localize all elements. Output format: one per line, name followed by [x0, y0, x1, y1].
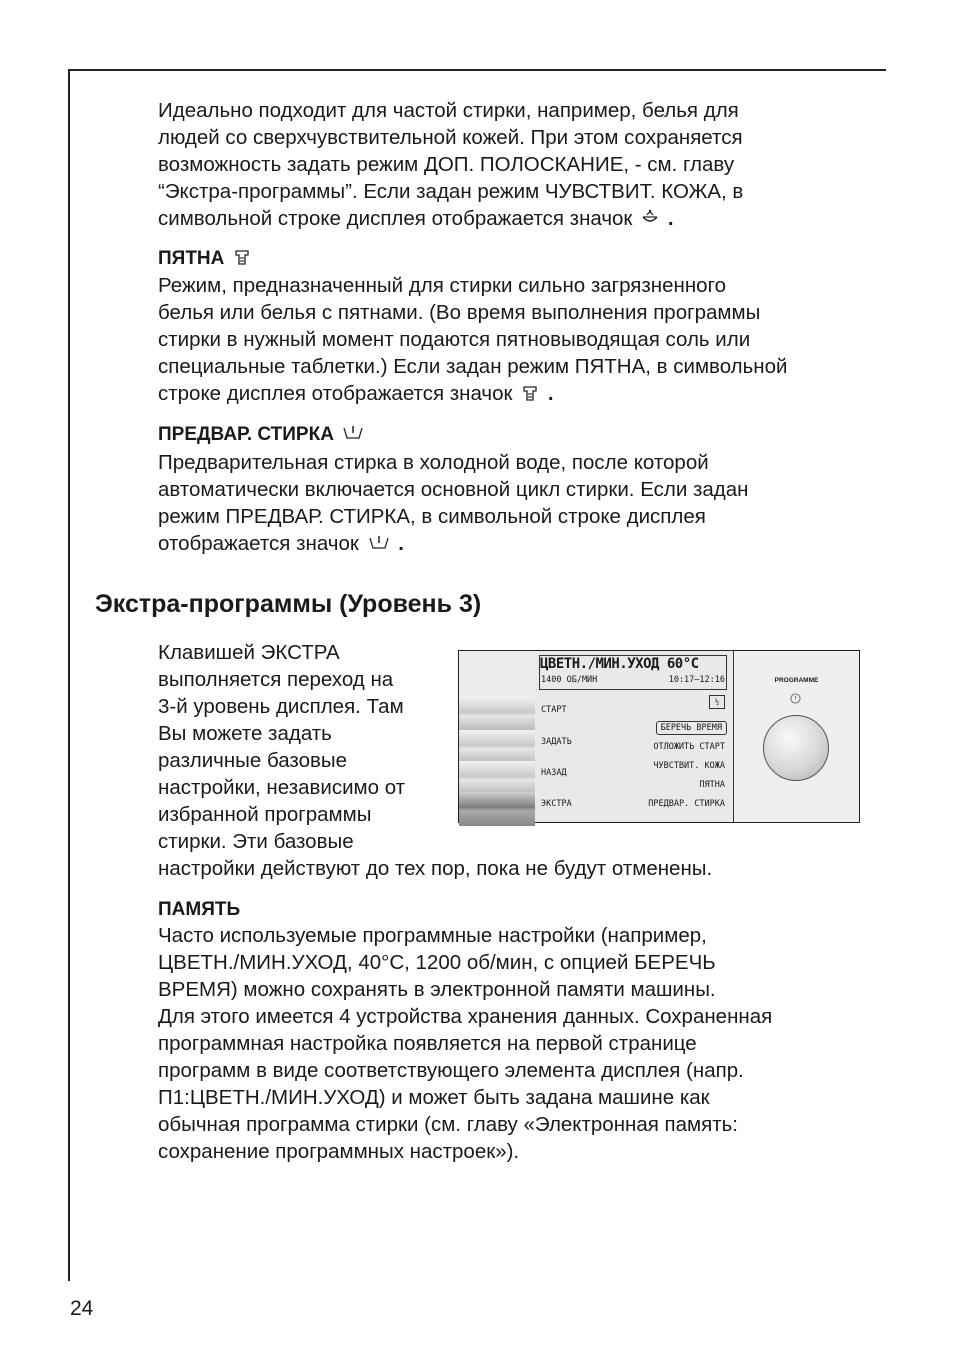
- lcd-label-extra: ЭКСТРА: [541, 799, 572, 809]
- memory-line: Для этого имеется 4 устройства хранения данных. Сохраненная: [158, 1005, 773, 1028]
- lcd-spin-speed: 1400 ОБ/МИН: [541, 675, 598, 685]
- memory-heading: ПАМЯТЬ: [158, 899, 241, 920]
- memory-line: ЦВЕТН./МИН.УХОД, 40°C, 1200 об/мин, с опцией БЕРЕЧЬ: [158, 951, 716, 974]
- prewash-heading: ПРЕДВАР. СТИРКА: [158, 423, 367, 447]
- lcd-time-range: 10:17–12:16: [668, 675, 725, 685]
- memory-line: ВРЕМЯ) можно сохранять в электронной памяти машины.: [158, 978, 716, 1001]
- prewash-line: отображается значок .: [158, 532, 404, 555]
- sensitive-skin-icon: [640, 208, 660, 228]
- left-rule: [68, 69, 70, 1281]
- intro-line: людей со сверхчувствительной кожей. При этом сохраняется: [158, 126, 743, 149]
- lcd-program-title: ЦВЕТН./МИН.УХОД 60°C: [540, 656, 699, 672]
- back-key[interactable]: [459, 761, 535, 795]
- memory-line: Часто используемые программные настройки (например,: [158, 924, 707, 947]
- lcd-option-save-time[interactable]: БЕРЕЧЬ ВРЕМЯ: [656, 721, 727, 735]
- section-title: Экстра-программы (Уровень 3): [95, 590, 482, 618]
- programme-label: PROGRAMME: [774, 677, 819, 684]
- stains-icon: [520, 383, 540, 403]
- intro-line: Идеально подходит для частой стирки, например, белья для: [158, 99, 739, 122]
- lcd-option-delay-start[interactable]: ОТЛОЖИТЬ СТАРТ: [653, 742, 725, 752]
- hardware-keys: [459, 651, 536, 822]
- page-number: 24: [70, 1297, 94, 1320]
- lcd-label-start: СТАРТ: [541, 705, 567, 715]
- memory-line: сохранение программных настроек»).: [158, 1140, 520, 1163]
- extra-line: 3-й уровень дисплея. Там: [158, 695, 404, 718]
- extra-line: настройки, независимо от: [158, 776, 406, 799]
- memory-line: обычная программа стирки (см. главу «Электронная память:: [158, 1113, 738, 1136]
- programme-panel: [734, 651, 859, 822]
- prewash-line: режим ПРЕДВАР. СТИРКА, в символьной строке дисплея: [158, 505, 706, 528]
- intro-line: символьной строке дисплея отображается значок .: [158, 207, 674, 230]
- stains-paragraph: [158, 272, 787, 407]
- extra-line: настройки действуют до тех пор, пока не будут отменены.: [158, 857, 713, 880]
- set-key[interactable]: [459, 730, 535, 764]
- prewash-icon: [341, 423, 365, 443]
- memory-line: программ в виде соответствующего элемента дисплея (напр.: [158, 1059, 744, 1082]
- lcd-option-sensitive-skin[interactable]: ЧУВСТВИТ. КОЖА: [653, 761, 725, 771]
- stains-line: Режим, предназначенный для стирки сильно загрязненного: [158, 274, 727, 297]
- memory-paragraph: [158, 922, 772, 1165]
- prewash-line: автоматически включается основной цикл стирки. Если задан: [158, 478, 749, 501]
- power-icon: [790, 693, 801, 704]
- extra-line: выполняется переход на: [158, 668, 394, 691]
- extra-line: Вы можете задать: [158, 722, 332, 745]
- intro-paragraph: [158, 97, 743, 232]
- memory-line: программная настройка появляется на первой странице: [158, 1032, 697, 1055]
- extra-line: Клавишей ЭКСТРА: [158, 641, 340, 664]
- stains-icon: [232, 247, 252, 267]
- start-key[interactable]: [459, 697, 535, 731]
- lcd-screen: [535, 651, 734, 822]
- memory-line: П1:ЦВЕТН./МИН.УХОД) и может быть задана машине как: [158, 1086, 710, 1109]
- stains-heading: ПЯТНА: [158, 247, 254, 271]
- intro-line: возможность задать режим ДОП. ПОЛОСКАНИЕ, - см. главу: [158, 153, 735, 176]
- intro-line: “Экстра-программы”. Если задан режим ЧУВСТВИТ. КОЖА, в: [158, 180, 744, 203]
- lcd-label-back: НАЗАД: [541, 768, 567, 778]
- stains-line: белья или белья с пятнами. (Во время выполнения программы: [158, 301, 761, 324]
- display-figure: [458, 650, 860, 823]
- stains-line: строке дисплея отображается значок .: [158, 382, 554, 405]
- prewash-icon: [367, 533, 391, 553]
- lcd-option-stains[interactable]: ПЯТНА: [699, 780, 725, 790]
- extra-line: различные базовые: [158, 749, 348, 772]
- half-load-icon: ½: [709, 695, 725, 709]
- extra-line: стирки. Эти базовые: [158, 830, 354, 853]
- prewash-line: Предварительная стирка в холодной воде, после которой: [158, 451, 709, 474]
- lcd-label-set: ЗАДАТЬ: [541, 737, 572, 747]
- stains-line: специальные таблетки.) Если задан режим ПЯТНА, в символьной: [158, 355, 788, 378]
- prewash-paragraph: [158, 449, 749, 557]
- stains-line: стирки в нужный момент подаются пятновыводящая соль или: [158, 328, 751, 351]
- extra-key[interactable]: [459, 792, 535, 826]
- lcd-option-prewash[interactable]: ПРЕДВАР. СТИРКА: [648, 799, 725, 809]
- programme-knob[interactable]: [763, 715, 829, 781]
- extra-line: избранной программы: [158, 803, 372, 826]
- top-rule: [68, 69, 886, 71]
